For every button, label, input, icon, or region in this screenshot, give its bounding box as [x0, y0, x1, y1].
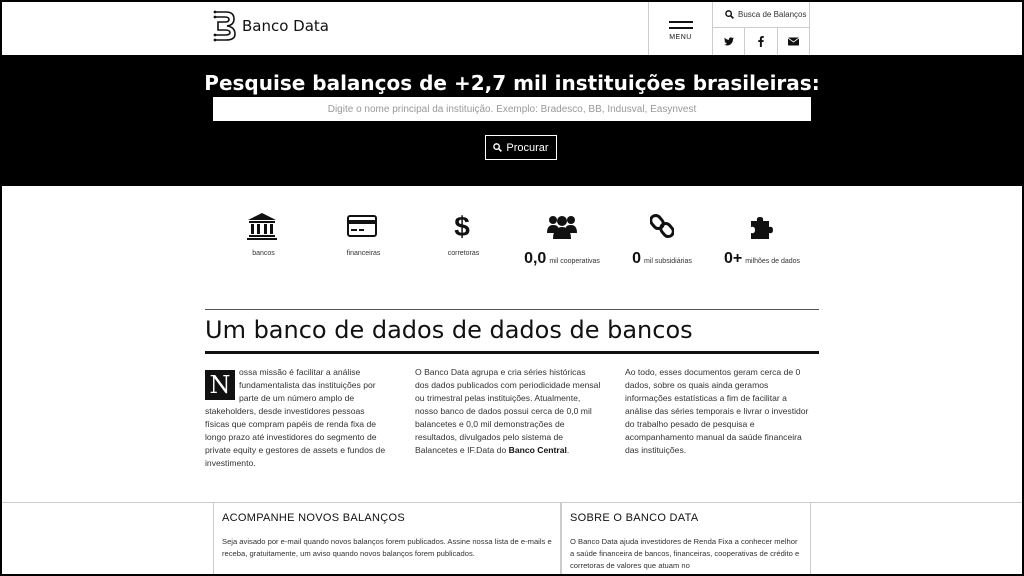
- hero-search: [0, 55, 1024, 186]
- dropcap-letter: N: [205, 370, 235, 400]
- newsletter-text: Seja avisado por e-mail quando novos balanços forem publicados. Assine nossa lista de e-mails e receba, gratuitamente, um aviso quando novos balanços forem publicados.: [222, 537, 552, 558]
- svg-text:$: $: [454, 211, 470, 241]
- stat-bancos: [212, 210, 312, 270]
- documents-column: [625, 366, 811, 457]
- stat-label: financeiras: [346, 250, 381, 257]
- section-title: Um banco de dados de dados de bancos: [205, 316, 693, 344]
- menu-label: MENU: [669, 33, 692, 41]
- twitter-icon: [724, 37, 734, 46]
- menu-button[interactable]: [648, 2, 713, 55]
- brand-logo[interactable]: [212, 10, 329, 42]
- hamburger-icon: [669, 17, 693, 33]
- search-balances-link[interactable]: [713, 2, 810, 28]
- stat-label: mil subsidiárias: [644, 258, 692, 265]
- stat-value: 0+: [723, 250, 743, 267]
- search-button[interactable]: [485, 135, 557, 160]
- social-links: [713, 28, 810, 55]
- about-box: [561, 502, 811, 576]
- stat-label: milhões de dados: [745, 258, 801, 265]
- mission-column: [205, 366, 391, 470]
- newsletter-box: [213, 502, 561, 576]
- about-title: SOBRE O BANCO DATA: [570, 512, 699, 524]
- stat-corretoras: [412, 210, 512, 270]
- data-text-end: .: [566, 445, 570, 455]
- search-icon: [725, 10, 734, 19]
- stat-cooperativas: [512, 210, 612, 270]
- newsletter-title: ACOMPANHE NOVOS BALANÇOS: [222, 512, 406, 524]
- email-button[interactable]: [778, 28, 810, 55]
- about-text: O Banco Data ajuda investidores de Renda Fixa a conhecer melhor a saúde financeira de bancos, financeiras, cooperativas de crédito e corretoras de valores que atuam no: [570, 537, 800, 570]
- data-column: [415, 366, 601, 457]
- stat-label: mil cooperativas: [549, 258, 600, 265]
- twitter-button[interactable]: [713, 28, 745, 55]
- search-link-label: Busca de Balanços: [738, 10, 807, 19]
- institution-search-input[interactable]: [213, 97, 811, 121]
- hero-title: Pesquise balanços de +2,7 mil instituições brasileiras:: [204, 71, 820, 95]
- dollar-icon: [454, 211, 470, 241]
- site-header: [0, 0, 1024, 55]
- stat-value: 0: [632, 250, 642, 267]
- stat-value: 0,0: [524, 250, 547, 267]
- documents-text: Ao todo, esses documentos geram cerca de 0 dados, sobre os quais ainda geramos informações estatísticas a fim de facilitar a análise das séries temporais e livrar o investidor do trabalho pesado de pesquisa e acompanhamento manual da saúde financeira das instituições.: [625, 367, 809, 455]
- data-text: O Banco Data agrupa e cria séries históricas dos dados publicados com periodicidade mensal ou trimestral pelas instituições. Atualmente, nosso banco de dados possui cerca de 0,0 mil balancetes e 0,0 mil demonstrações de resultados, divulgados pelo sistema de Balancetes e IF.Data do: [415, 367, 601, 455]
- banco-central-text: Banco Central: [508, 445, 567, 455]
- link-icon: [650, 213, 674, 239]
- stat-financeiras: [312, 210, 412, 270]
- section-title-underline: [205, 351, 819, 354]
- brand-name: Banco Data: [242, 17, 329, 35]
- section-divider: [205, 309, 819, 310]
- users-icon: [547, 213, 577, 239]
- credit-card-icon: [347, 215, 377, 237]
- mission-text: ossa missão é facilitar a análise fundamentalista das instituições por parte de um número amplo de stakeholders, desde investidores pessoas físicas que compram papéis de renda fixa de longo prazo até investidores do segmento de private equity e gestores de assets e fundos de investimento.: [205, 367, 386, 468]
- banco-data-logo-icon: [212, 10, 238, 42]
- stat-subsidiarias: [612, 210, 712, 270]
- stat-label: corretoras: [447, 250, 480, 257]
- search-button-label: Procurar: [506, 141, 549, 154]
- stat-label: bancos: [252, 250, 275, 257]
- puzzle-icon: [749, 213, 775, 239]
- search-icon: [493, 143, 502, 152]
- envelope-icon: [788, 37, 799, 46]
- facebook-button[interactable]: [745, 28, 777, 55]
- facebook-icon: [758, 36, 764, 47]
- stat-dados: [712, 210, 812, 270]
- bank-icon: [247, 212, 277, 240]
